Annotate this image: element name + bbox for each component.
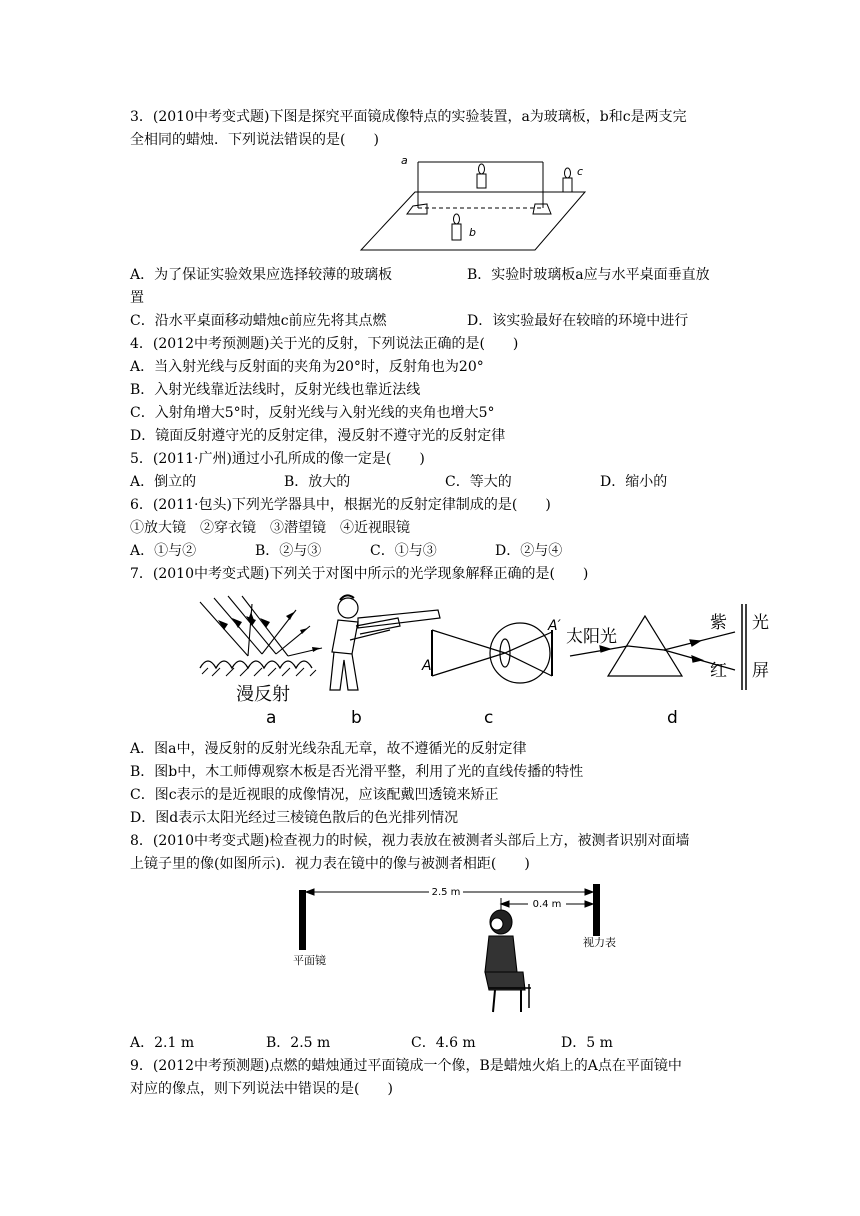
q8-fig-mirror-label: 平面镜 bbox=[293, 954, 326, 967]
q5-option-c: C．等大的 bbox=[445, 474, 512, 490]
q7-fig-caption-d: d bbox=[667, 708, 678, 728]
q7-fig-label-A: A bbox=[422, 658, 432, 674]
q8-stem-line1: 8．(2010中考变式题)检查视力的时候，视力表放在被测者头部后上方，被测者识别对面墙 bbox=[130, 833, 690, 849]
q8-fig-chart bbox=[593, 884, 600, 936]
q7-fig-red-label: 红 bbox=[710, 661, 727, 681]
q8-fig-person bbox=[485, 910, 531, 1012]
q3-stem-line2: 全相同的蜡烛．下列说法错误的是( ) bbox=[130, 132, 379, 148]
q4-stem: 4．(2012中考预测题)关于光的反射，下列说法正确的是( ) bbox=[130, 336, 519, 352]
q3-option-b: B．实验时玻璃板a应与水平桌面垂直放 bbox=[467, 267, 710, 283]
q7-fig-b-carpenter bbox=[330, 595, 440, 690]
q7-fig-c-eye bbox=[421, 618, 562, 683]
q3-option-b-wrap: 置 bbox=[130, 290, 144, 306]
q6-stem: 6．(2011·包头)下列光学器具中，根据光的反射定律制成的是( ) bbox=[130, 497, 551, 513]
q8-option-a: A．2.1 m bbox=[130, 1035, 195, 1051]
q8-stem-line2: 上镜子里的像(如图所示)．视力表在镜中的像与被测者相距( ) bbox=[130, 856, 530, 872]
q8-option-b: B．2.5 m bbox=[266, 1035, 331, 1051]
q7-stem: 7．(2010中考变式题)下列关于对图中所示的光学现象解释正确的是( ) bbox=[130, 566, 589, 582]
q5-option-b: B．放大的 bbox=[284, 474, 351, 490]
q7-fig-screen-label-2: 屏 bbox=[752, 661, 769, 681]
q8-fig-distance-0-4: 0.4 m bbox=[532, 899, 562, 910]
q7-fig-caption-b: b bbox=[351, 708, 362, 728]
q7-fig-caption-a: a bbox=[266, 708, 277, 728]
q9-stem-line2: 对应的像点，则下列说法中错误的是( ) bbox=[130, 1081, 393, 1097]
q7-figure-optical-phenomena bbox=[190, 590, 780, 730]
q8-figure-eye-test bbox=[285, 880, 625, 1020]
q7-option-c: C．图c表示的是近视眼的成像情况，应该配戴凹透镜来矫正 bbox=[130, 787, 499, 803]
q4-option-b: B．入射光线靠近法线时，反射光线也靠近法线 bbox=[130, 382, 421, 398]
q3-fig-label-b: b bbox=[469, 226, 476, 239]
q8-fig-chart-label: 视力表 bbox=[583, 936, 616, 949]
q3-figure-plane-mirror-setup bbox=[355, 152, 600, 254]
q7-option-b: B．图b中，木工师傅观察木板是否光滑平整，利用了光的直线传播的特性 bbox=[130, 764, 584, 780]
q7-fig-a-diffuse-reflection bbox=[200, 596, 322, 705]
q6-option-d: D．②与④ bbox=[495, 543, 563, 559]
q7-option-d: D．图d表示太阳光经过三棱镜色散后的色光排列情况 bbox=[130, 810, 459, 826]
q7-fig-d-prism bbox=[566, 604, 769, 690]
q3-fig-label-a: a bbox=[401, 154, 408, 167]
q8-fig-mirror bbox=[299, 890, 306, 950]
q3-option-d: D．该实验最好在较暗的环境中进行 bbox=[467, 313, 689, 329]
q6-option-b: B．②与③ bbox=[255, 543, 322, 559]
q5-stem: 5．(2011·广州)通过小孔所成的像一定是( ) bbox=[130, 451, 425, 467]
q7-option-a: A．图a中，漫反射的反射光线杂乱无章，故不遵循光的反射定律 bbox=[130, 741, 527, 757]
q4-option-c: C．入射角增大5°时，反射光线与入射光线的夹角也增大5° bbox=[130, 405, 495, 421]
q6-option-c: C．①与③ bbox=[370, 543, 437, 559]
q3-option-c: C．沿水平桌面移动蜡烛c前应先将其点燃 bbox=[130, 313, 387, 329]
q7-fig-caption-c: c bbox=[484, 708, 494, 728]
q9-stem-line1: 9．(2012中考预测题)点燃的蜡烛通过平面镜成一个像，B是蜡烛火焰上的A点在平面镜中 bbox=[130, 1058, 682, 1074]
q7-fig-violet-label: 紫 bbox=[710, 613, 727, 633]
q7-fig-diffuse-label: 漫反射 bbox=[236, 684, 290, 705]
q5-option-a: A．倒立的 bbox=[130, 474, 197, 490]
q8-option-c: C．4.6 m bbox=[411, 1035, 476, 1051]
q3-stem-line1: 3．(2010中考变式题)下图是探究平面镜成像特点的实验装置，a为玻璃板，b和c是两支完 bbox=[130, 109, 687, 125]
q4-option-d: D．镜面反射遵守光的反射定律，漫反射不遵守光的反射定律 bbox=[130, 428, 506, 444]
q8-option-d: D．5 m bbox=[561, 1035, 613, 1051]
q4-option-a: A．当入射光线与反射面的夹角为20°时，反射角也为20° bbox=[130, 359, 484, 375]
q5-option-d: D．缩小的 bbox=[600, 474, 668, 490]
q3-option-a: A．为了保证实验效果应选择较薄的玻璃板 bbox=[130, 267, 393, 283]
q8-fig-distance-2-5: 2.5 m bbox=[431, 887, 461, 898]
q6-option-a: A．①与② bbox=[130, 543, 197, 559]
q7-fig-sunlight-label: 太阳光 bbox=[566, 627, 617, 647]
q6-items: ①放大镜 ②穿衣镜 ③潜望镜 ④近视眼镜 bbox=[130, 520, 410, 536]
q3-fig-label-c: c bbox=[577, 165, 584, 178]
q7-fig-label-A-prime: A′ bbox=[548, 618, 561, 634]
q7-fig-screen-label-1: 光 bbox=[752, 613, 769, 633]
